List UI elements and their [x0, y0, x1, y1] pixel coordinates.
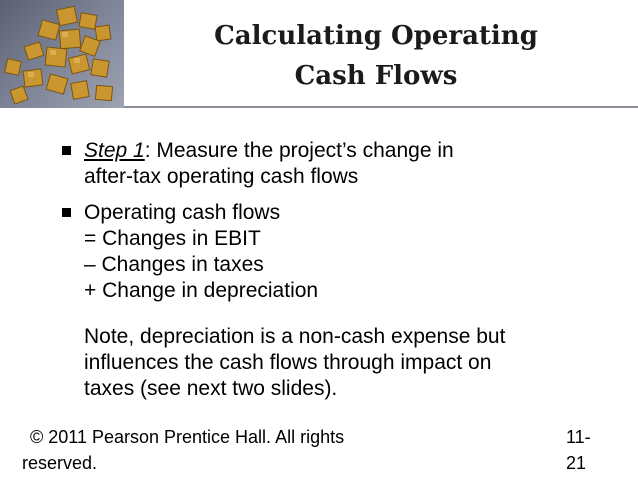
- square-bullet-icon: [62, 146, 71, 155]
- copyright-line1: © 2011 Pearson Prentice Hall. All rights: [30, 427, 345, 447]
- step1-label: Step 1: [84, 139, 145, 162]
- dollar-blocks-image: [0, 0, 124, 108]
- title-divider: [124, 106, 638, 108]
- bullet-step1: [62, 138, 622, 190]
- page-number-line1: 11-: [566, 427, 591, 447]
- bullet-operating-cash-flows: [62, 200, 622, 402]
- note-line1: Note, depreciation is a non-cash expense but: [84, 325, 506, 348]
- step1-text-line1: : Measure the project’s change in: [144, 139, 454, 162]
- note-line2: influences the cash flows through impact on: [84, 351, 492, 374]
- ocf-line4: + Change in depreciation: [84, 279, 319, 302]
- page-number-line2: 21: [566, 453, 587, 473]
- slide-title-line2: Cash Flows: [294, 61, 458, 91]
- square-bullet-icon: [62, 208, 71, 217]
- ocf-line1: Operating cash flows: [84, 201, 281, 224]
- copyright-notice: [22, 424, 422, 476]
- depreciation-note: [84, 324, 622, 402]
- page-number: [566, 424, 606, 476]
- copyright-line2: reserved.: [22, 453, 98, 473]
- slide-title-line1: Calculating Operating: [214, 21, 538, 51]
- slide-body: [62, 138, 622, 412]
- note-line3: taxes (see next two slides).: [84, 377, 338, 400]
- slide-title: [140, 16, 612, 96]
- step1-text-line2: after-tax operating cash flows: [84, 165, 359, 188]
- ocf-line2: = Changes in EBIT: [84, 227, 261, 250]
- ocf-line3: – Changes in taxes: [84, 253, 264, 276]
